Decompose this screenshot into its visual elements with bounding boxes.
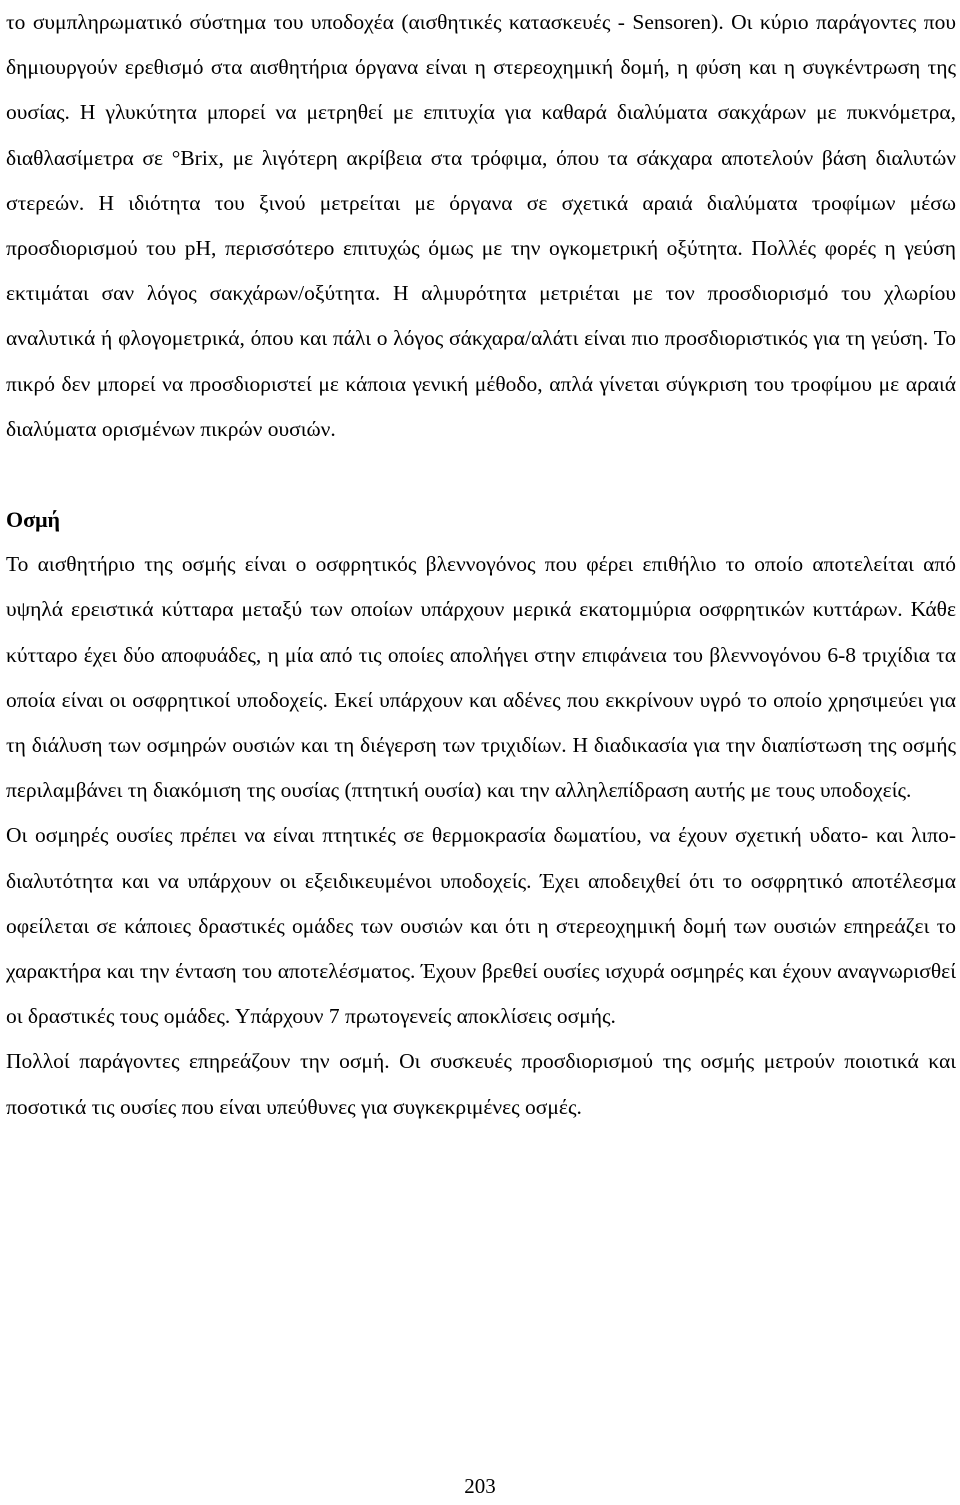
paragraph-odorous-substances: Οι οσμηρές ουσίες πρέπει να είναι πτητικές σε θερμοκρασία δωματίου, να έχουν σχετική υδατο- και λιπο-διαλυτότητα και να υπάρχουν οι εξειδικευμένοι υποδοχείς. Έχει αποδειχθεί ότι το οσφρητικό αποτέλεσμα οφείλεται σε κάποιες δραστικές ομάδες των ουσιών και ότι η στερεοχημική δομή των ουσιών επηρεάζει το χαρακτήρα και την ένταση του αποτελέσματος. Έχουν βρεθεί ουσίες ισχυρά οσμηρές και έχουν αναγνωρισθεί οι δραστικές τους ομάδες. Υπάρχουν 7 πρωτογενείς αποκλίσεις οσμής. <box>6 823 956 1029</box>
paragraph-taste-measurement: το συμπληρωματικό σύστημα του υποδοχέα (αισθητικές κατασκευές - Sensoren). Οι κύριο παράγοντες που δημιουργούν ερεθισμό στα αισθητήρια όργανα είναι η στερεοχημική δομή, η φύση και η συγκέντρωση της ουσίας. Η γλυκύτητα μπορεί να μετρηθεί με επιτυχία για καθαρά διαλύματα σακχάρων με πυκνόμετρα, διαθλασίμετρα σε °Brix, με λιγότερη ακρίβεια στα τρόφιμα, όπου τα σάκχαρα αποτελούν βάση διαλυτών στερεών. Η ιδιότητα του ξινού μετρείται με όργανα σε σχετικά αραιά διαλύματα τροφίμων μέσω προσδιορισμού του pH, περισσότερο επιτυχώς όμως με την ογκομετρική οξύτητα. Πολλές φορές η γεύση εκτιμάται σαν λόγος σακχάρων/οξύτητα. Η αλμυρότητα μετριέται με τον προσδιορισμό του χλωρίου αναλυτικά ή φλογομετρικά, όπου και πάλι ο λόγος σάκχαρα/αλάτι είναι πιο προσδιοριστικός για τη γεύση. Το πικρό δεν μπορεί να προσδιοριστεί με κάποια γενική μέθοδο, απλά γίνεται σύγκριση του τροφίμου με αραιά διαλύματα ορισμένων πικρών ουσιών. <box>6 10 956 441</box>
paragraph-smell-factors: Πολλοί παράγοντες επηρεάζουν την οσμή. Οι συσκευές προσδιορισμού της οσμής μετρούν ποιοτικά και ποσοτικά τις ουσίες που είναι υπεύθυνες για συγκεκριμένες οσμές. <box>6 1049 956 1119</box>
paragraph-smell-organ: Το αισθητήριο της οσμής είναι ο οσφρητικός βλεννογόνος που φέρει επιθήλιο το οποίο αποτελείται από υψηλά ερειστικά κύτταρα μεταξύ των οποίων υπάρχουν μερικά εκατομμύρια οσφρητικών κυττάρων. Κάθε κύτταρο έχει δύο αποφυάδες, η μία από τις οποίες απολήγει στην επιφάνεια του βλεννογόνου 6-8 τριχίδια τα οποία είναι οι οσφρητικοί υποδοχείς. Εκεί υπάρχουν και αδένες που εκκρίνουν υγρό το οποίο χρησιμεύει για τη διάλυση των οσμηρών ουσιών και τη διέγερση των τριχιδίων. Η διαδικασία για την διαπίστωση της οσμής περιλαμβάνει τη διακόμιση της ουσίας (πτητική ουσία) και την αλληλεπίδραση αυτής με τους υποδοχείς. <box>6 552 956 803</box>
section-heading-smell: Οσμή <box>6 507 61 533</box>
paragraph-spacer <box>6 452 956 497</box>
page-content <box>6 0 956 1130</box>
page-number: 203 <box>464 1474 496 1498</box>
